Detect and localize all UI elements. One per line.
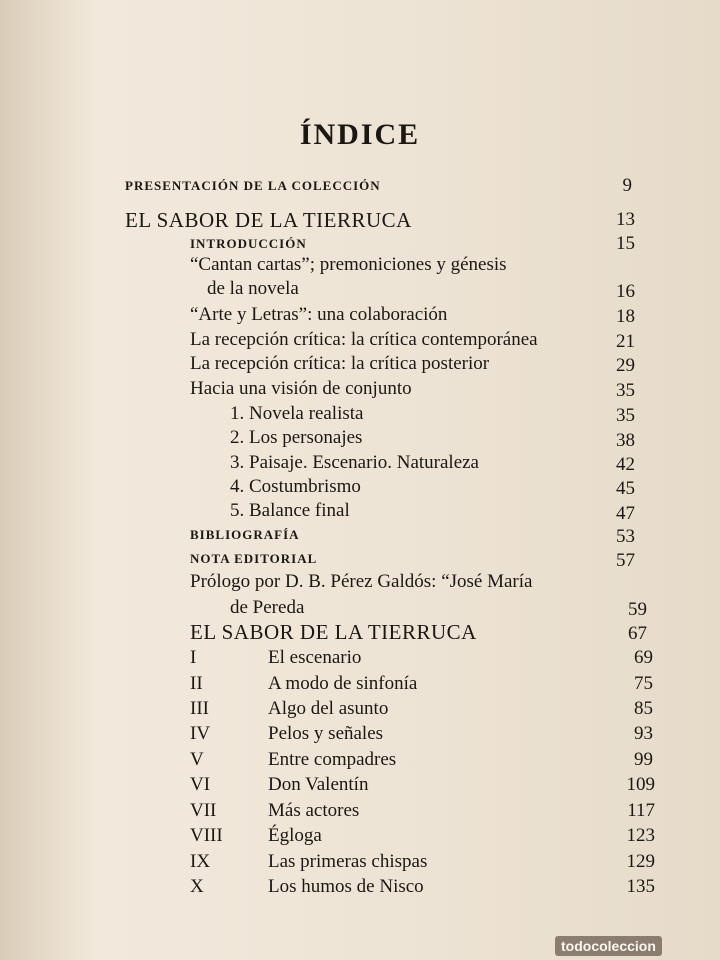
chapter-page: 99 [634,749,653,770]
chapter-page: 69 [634,647,653,668]
toc-entry-introduccion: INTRODUCCIÓN [190,236,307,251]
toc-page-cantan-cartas: 16 [616,281,635,302]
watermark-logo: todocoleccion [555,936,662,956]
chapter-roman: VIII [190,825,223,846]
chapter-roman: V [190,749,204,770]
toc-entry-paisaje: 3. Paisaje. Escenario. Naturaleza [230,452,479,473]
chapter-title: Entre compadres [268,749,397,770]
toc-entry-vision-conjunto: Hacia una visión de conjunto [190,378,412,399]
toc-entry-balance-final: 5. Balance final [230,500,350,521]
chapter-roman: IX [190,851,211,872]
page-title: ÍNDICE [299,118,421,151]
chapter-page: 135 [626,876,655,897]
toc-page-costumbrismo: 45 [616,478,635,499]
toc-entry-cantan-cartas-cont: de la novela [207,278,299,299]
chapter-title: Las primeras chispas [268,851,428,872]
toc-page-recepcion-contemporanea: 21 [616,331,635,352]
chapter-page: 117 [627,800,655,821]
toc-entry-cantan-cartas: “Cantan cartas”; premoniciones y génesis [190,254,507,275]
chapter-title: A modo de sinfonía [268,673,418,694]
toc-page-paisaje: 42 [616,454,635,475]
chapter-page: 75 [634,673,653,694]
toc-entry-novela-realista: 1. Novela realista [230,403,364,424]
chapter-page: 109 [626,774,655,795]
toc-page-sabor-intro: 13 [616,209,635,230]
chapter-page: 129 [626,851,655,872]
toc-page-presentacion: 9 [622,175,632,196]
toc-entry-recepcion-posterior: La recepción crítica: la crítica posterior [190,353,490,374]
toc-entry-prologo: Prólogo por D. B. Pérez Galdós: “José María [190,571,533,592]
chapter-roman: VI [190,774,211,795]
chapter-title: Pelos y señales [268,723,384,744]
toc-entry-costumbrismo: 4. Costumbrismo [230,476,361,497]
chapter-roman: IV [190,723,211,744]
chapter-title: Más actores [268,800,360,821]
chapter-page: 93 [634,723,653,744]
toc-entry-presentacion: PRESENTACIÓN DE LA COLECCIÓN [125,178,381,193]
toc-page-recepcion-posterior: 29 [616,355,635,376]
chapter-roman: X [190,876,204,897]
chapter-roman: VII [190,800,217,821]
toc-page-introduccion: 15 [616,233,635,254]
toc-entry-nota-editorial: NOTA EDITORIAL [190,551,318,566]
toc-entry-recepcion-contemporanea: La recepción crítica: la crítica contemporánea [190,329,538,350]
toc-page-nota-editorial: 57 [616,550,635,571]
chapter-title: Algo del asunto [268,698,389,719]
toc-page-vision-conjunto: 35 [616,380,635,401]
toc-entry-bibliografia: BIBLIOGRAFÍA [190,527,300,542]
chapter-title: El escenario [268,647,362,668]
toc-page-prologo: 59 [628,599,647,620]
toc-page-personajes: 38 [616,430,635,451]
chapter-page: 85 [634,698,653,719]
toc-page-sabor-novela: 67 [628,623,647,644]
chapter-title: Los humos de Nisco [268,876,424,897]
toc-page-arte-letras: 18 [616,306,635,327]
toc-entry-arte-letras: “Arte y Letras”: una colaboración [190,304,448,325]
toc-page-novela-realista: 35 [616,405,635,426]
chapter-title: Don Valentín [268,774,369,795]
toc-page-balance-final: 47 [616,503,635,524]
chapter-roman: I [190,647,197,668]
toc-entry-personajes: 2. Los personajes [230,427,363,448]
chapter-roman: II [190,673,203,694]
chapter-roman: III [190,698,209,719]
chapter-title: Égloga [268,825,322,846]
toc-entry-sabor-intro: EL SABOR DE LA TIERRUCA [125,208,412,232]
toc-page-bibliografia: 53 [616,526,635,547]
chapter-page: 123 [626,825,655,846]
toc-entry-prologo-cont: de Pereda [230,597,305,618]
toc-entry-sabor-novela: EL SABOR DE LA TIERRUCA [190,620,477,644]
